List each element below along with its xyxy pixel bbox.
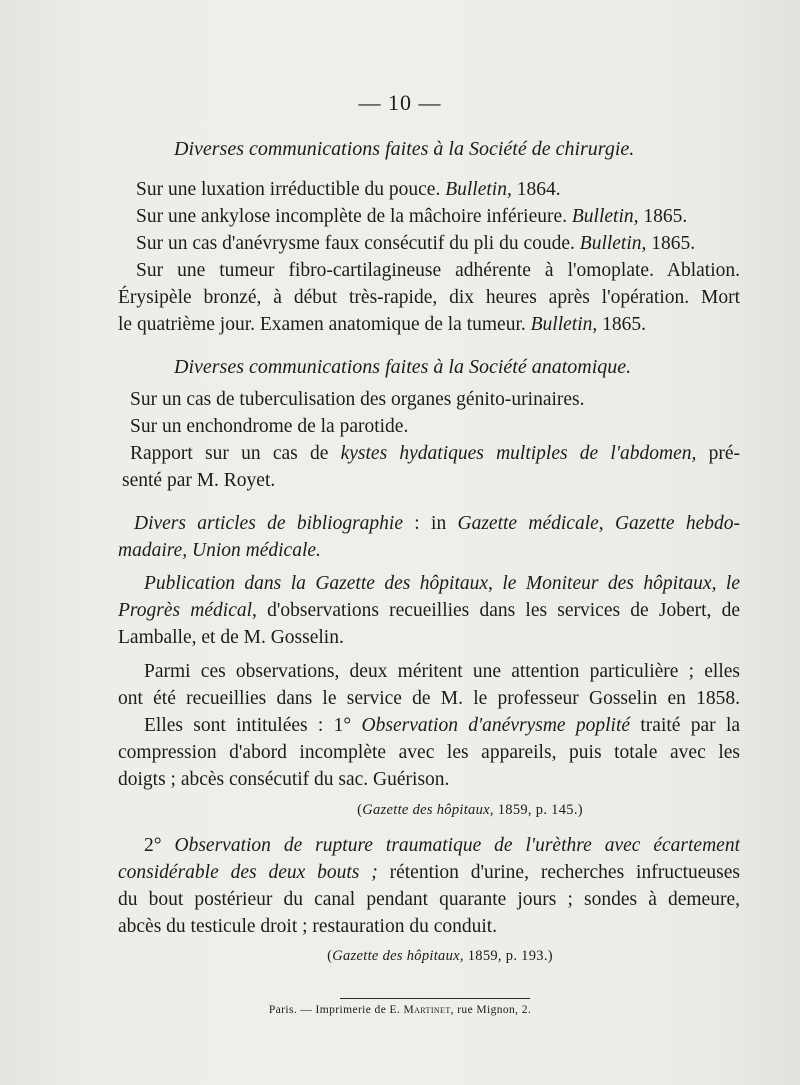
printer-footer: Paris. — Imprimerie de E. Martinet, rue Mignon, 2. [268,1004,532,1016]
paragraph-line: Érysipèle bronzé, à début très-rapide, dix heures après l'opération. Mort [118,287,740,308]
footer-divider [340,998,530,999]
list-item: Sur une tumeur fibro-cartilagineuse adhérente à l'omoplate. Ablation. [136,260,740,281]
section-heading: Diverses communications faites à la Société de chirurgie. [174,138,635,160]
paragraph-line: compression d'abord incomplète avec les appareils, puis totale avec les [118,742,740,763]
paragraph-line: Parmi ces observations, deux méritent une attention particulière ; elles [144,661,740,682]
list-item: Sur une ankylose incomplète de la mâchoire inférieure. Bulletin, 1865. [136,206,688,227]
paragraph-line: Divers articles de bibliographie : in Gazette médicale, Gazette hebdo- [134,513,740,534]
section-observation-1 [118,712,740,793]
anatomique-items [124,386,740,494]
reference-citation: (Gazette des hôpitaux, 1859, p. 193.) [327,948,553,964]
paragraph-line: abcès du testicule droit ; restauration du conduit. [118,916,498,937]
paragraph-line: Progrès médical, d'observations recueillies dans les services de Jobert, de [118,600,740,621]
list-item: Sur un enchondrome de la parotide. [130,416,409,437]
reference-citation: (Gazette des hôpitaux, 1859, p. 145.) [357,802,583,818]
list-item: Sur un cas d'anévrysme faux consécutif du pli du coude. Bulletin, 1865. [136,233,696,254]
paragraph-line: Elles sont intitulées : 1° Observation d'anévrysme poplité traité par la [144,715,740,736]
section-bibliographie [118,510,740,564]
section-societe-anatomique [118,354,738,381]
page-number: — 10 — [358,90,442,115]
section-publication [118,570,740,651]
section-observation-2 [118,832,740,940]
section-observations [118,658,740,712]
paragraph-line: le quatrième jour. Examen anatomique de la tumeur. Bulletin, 1865. [118,314,646,335]
chirurgie-items [118,176,740,338]
paragraph-line: Lamballe, et de M. Gosselin. [118,627,344,648]
paragraph-line: considérable des deux bouts ; rétention d'urine, recherches infructueuses [118,862,740,883]
paragraph-line: madaire, Union médicale. [118,540,321,561]
paragraph-line: Publication dans la Gazette des hôpitaux, le Moniteur des hôpitaux, le [144,573,740,594]
list-item: Sur un cas de tuberculisation des organes génito-urinaires. [130,389,585,410]
paragraph-line: doigts ; abcès consécutif du sac. Guérison. [118,769,450,790]
section-societe-chirurgie [118,136,738,163]
paragraph-line: 2° Observation de rupture traumatique de l'urèthre avec écartement [144,835,740,856]
paragraph-line: du bout postérieur du canal pendant quarante jours ; sondes à demeure, [118,889,740,910]
list-item: Rapport sur un cas de kystes hydatiques multiples de l'abdomen, pré- [130,443,740,464]
section-heading: Diverses communications faites à la Société anatomique. [174,356,632,378]
paragraph-line: ont été recueillies dans le service de M. le professeur Gosselin en 1858. [118,688,740,709]
paragraph-line: senté par M. Royet. [122,470,276,491]
list-item: Sur une luxation irréductible du pouce. Bulletin, 1864. [136,179,561,200]
